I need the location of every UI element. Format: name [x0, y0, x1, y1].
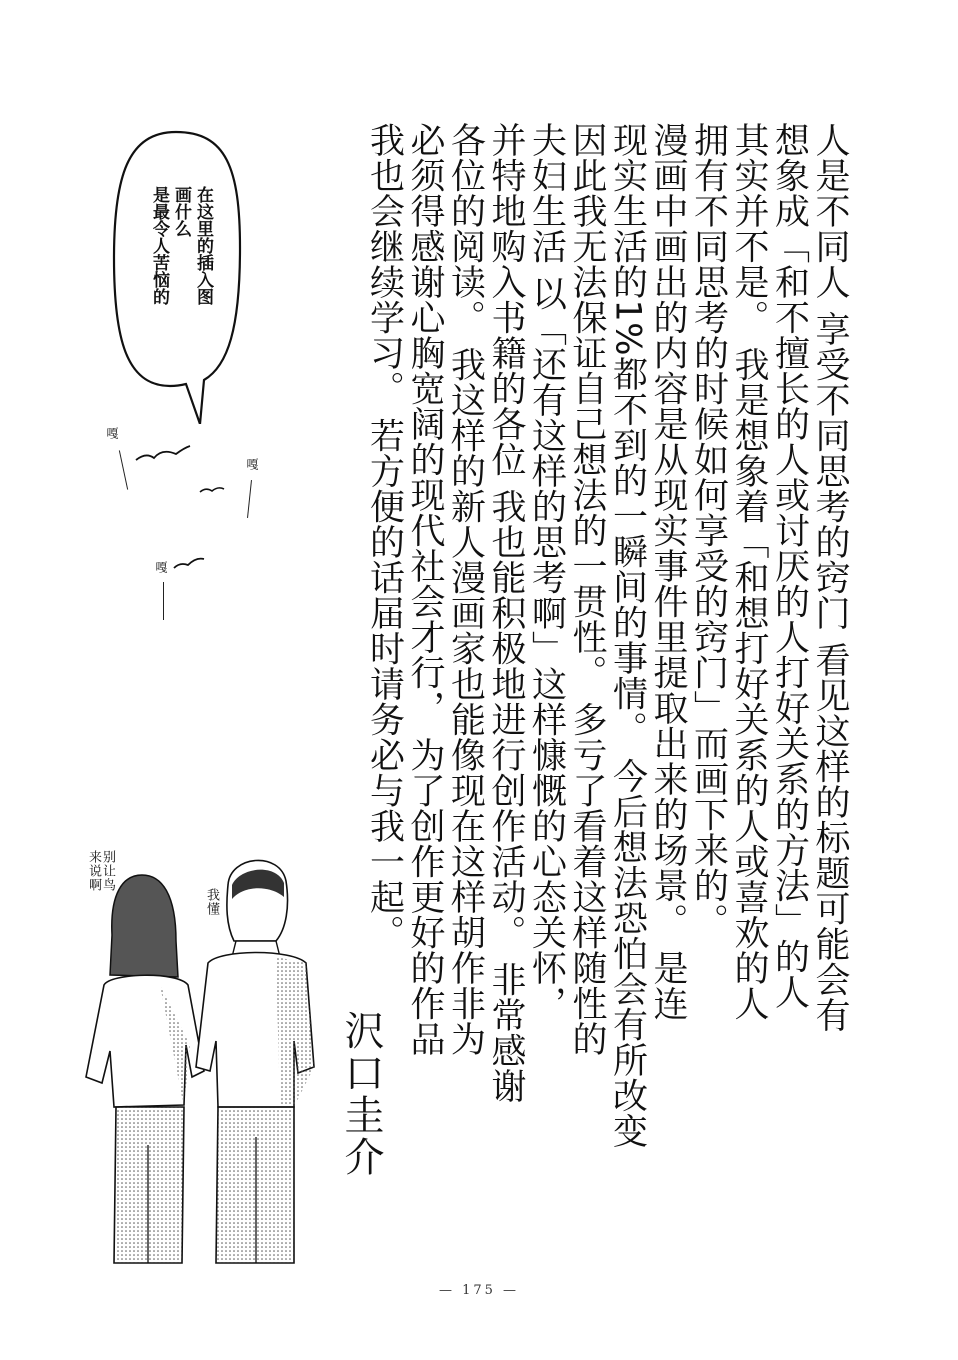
afterword-column: 夫妇生活 以「还有这样的思考啊」这样慷慨的心态关怀，	[526, 122, 567, 1022]
afterword-column: 漫画中画出的内容是从现实事件里提取出来的场景。 是连	[648, 122, 688, 1022]
speech-bubble	[108, 128, 244, 424]
bird-3	[174, 559, 204, 568]
afterword-text	[364, 122, 850, 1149]
sfx-line-2	[247, 480, 252, 518]
bird-2	[200, 488, 224, 492]
bird-1	[136, 446, 190, 460]
author-signature: 沢口圭介	[338, 1010, 384, 1178]
woman-figure	[86, 875, 204, 1263]
afterword-column: 人是不同人 享受不同思考的窍门 看见这样的标题可能会有	[810, 122, 850, 1033]
sfx-line-3	[163, 582, 164, 620]
sfx-caw-1: 嘎	[105, 427, 119, 439]
sfx-line-1	[119, 450, 128, 489]
afterword-column: 必须得感谢心胸宽阔的现代社会才行， 为了创作更好的作品	[405, 122, 445, 1057]
afterword-column: 其实并不是。 我是想象着「和想打好关系的人或喜欢的人	[729, 122, 769, 1022]
afterword-column: 想象成「和不擅长的人或讨厌的人打好关系的方法」的人	[769, 122, 810, 1010]
afterword-column: 各位的阅读。 我这样的新人漫画家也能像现在这样胡作非为	[445, 122, 486, 1057]
sfx-caw-3: 嘎	[154, 561, 168, 573]
sfx-caw-2: 嘎	[245, 458, 259, 470]
birds-drawing	[130, 440, 230, 590]
man-caption: 我懂	[204, 888, 219, 916]
afterword-column: 因此我无法保证自己想法的一贯性。 多亏了看着这样随性的	[567, 122, 607, 1057]
bubble-text: 在这里的插入图 画什么 是最令人苦恼的	[149, 186, 213, 305]
man-figure	[196, 860, 314, 1263]
afterword-column: 拥有不同思考的时候如何享受的窍门」而画下来的。	[688, 122, 729, 939]
afterword-column: 现实生活的1%都不到的一瞬间的事情。 今后想法恐怕会有所改变	[607, 122, 648, 1149]
afterword-column: 并特地购入书籍的各位 我也能积极地进行创作活动。 非常感谢	[486, 122, 526, 1104]
afterword-column: 我也会继续学习。 若方便的话届时请务必与我一起。	[364, 122, 405, 951]
page-number: — 175 —	[438, 1283, 520, 1298]
woman-caption: 别让鸟 来说啊	[86, 850, 115, 892]
